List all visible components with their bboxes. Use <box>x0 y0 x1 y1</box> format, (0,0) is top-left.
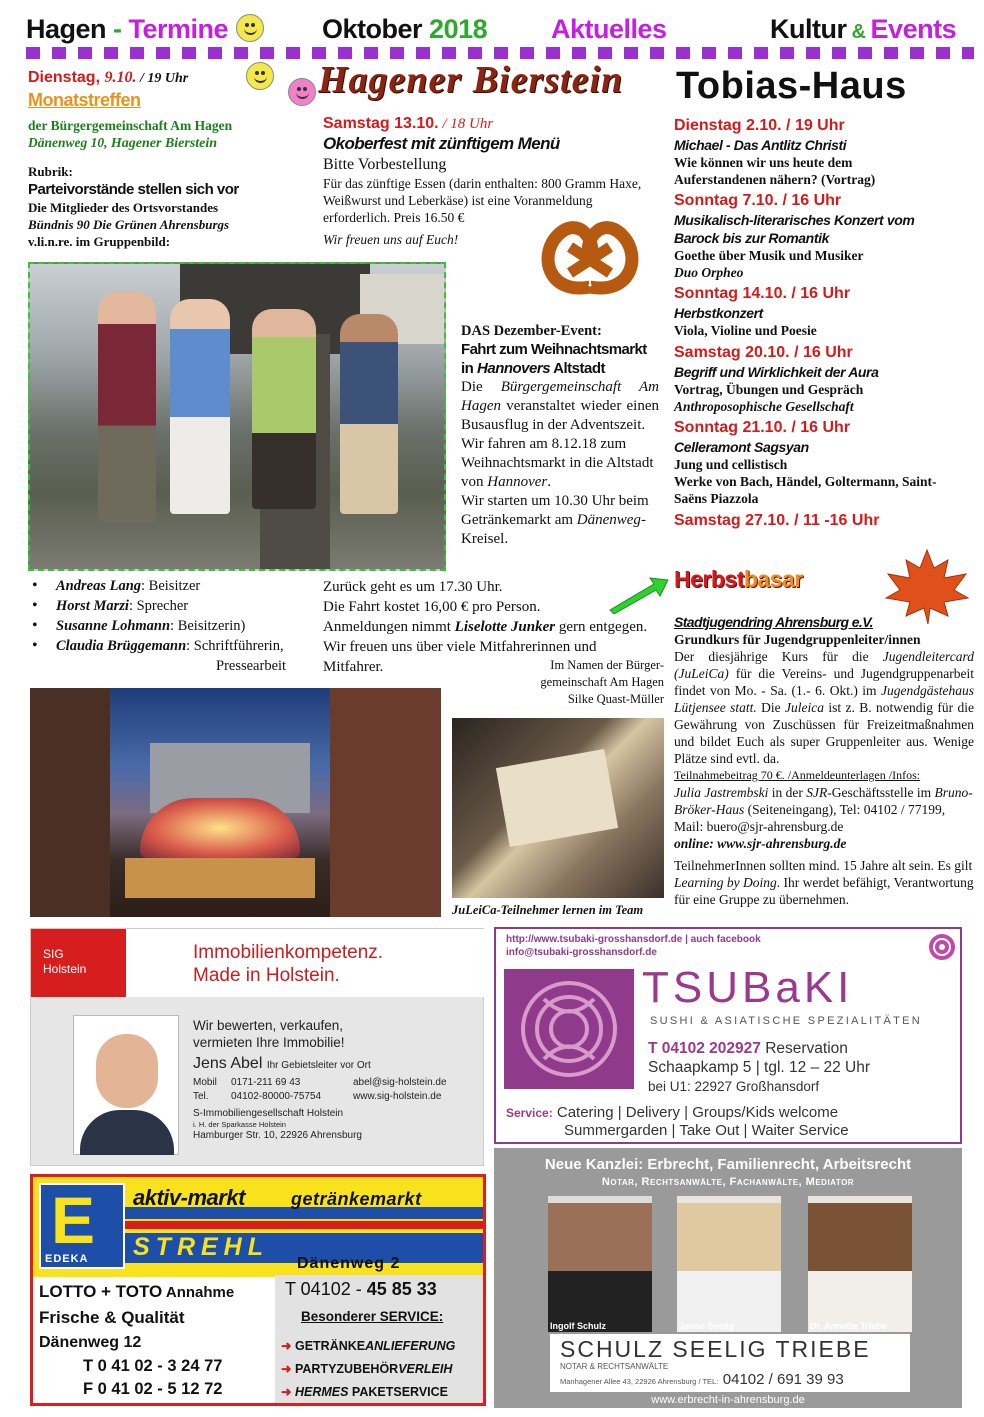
tobias-haus-logo: Tobias-Haus <box>676 65 907 107</box>
header-aktuelles: Aktuelles <box>551 14 667 44</box>
header-month: Oktober 2018 <box>322 14 488 44</box>
group-photo <box>28 262 446 571</box>
event-item: Sonntag 14.10. / 16 Uhr Herbstkonzert Viola, Violine und Poesie <box>674 285 851 338</box>
avatar <box>73 1015 179 1155</box>
event-item: Dienstag 2.10. / 19 Uhr Michael - Das Antlitz Christi Wie können wir uns heute dem Auferstandenen nähern? (Vortrag) <box>674 117 876 187</box>
event-oktoberfest: Samstag 13.10. / 18 Uhr Okoberfest mit zünftigem Menü Bitte Vorbestellung Für das zünftige Essen (darin enthalten: 800 Gramm Haxe, Weißwurst und Leberkäse) ist eine Voranmeldung erforderlich. Preis 16.50 € Wir freuen uns auf Euch! <box>323 115 642 247</box>
avatar <box>677 1196 781 1332</box>
header-left: Hagen - Termine <box>26 14 229 44</box>
smiley-icon <box>236 14 264 42</box>
arrow-icon <box>608 576 670 614</box>
list-item: • Claudia Brüggemann: Schriftführerin, <box>32 636 327 656</box>
dezember-continued: Zurück geht es um 17.30 Uhr. Die Fahrt kostet 16,00 € pro Person. Anmeldungen nimmt Liselotte Junker gern entgegen. Wir freuen uns über viele Mitfahrerinnen und Mitfahrer. <box>323 579 648 675</box>
event-title: Monatstreffen <box>28 90 141 110</box>
event-item: Sonntag 7.10. / 16 Uhr Musikalisch-literarisches Konzert vom Barock bis zur Romantik Goethe über Musik und Musiker Duo Orpheo <box>674 192 915 280</box>
sjr-block: Stadtjugendring Ahrensburg e.V. Grundkurs für Jugendgruppenleiter/innen Der diesjährige Kurs für die Jugendleitercard (JuLeiCa) für die Vereins- und Jugendgruppenarbeit findet von Mo. - Sa. (1.- 6. Okt.) im Jugendgästehaus Lütjensee statt. Die Juleica ist z. B. notwendig für die Gewährung von Zuschüssen für Freizeitmaßnahmen und bildet Euch als super Gruppenleiter aus. Wenige Plätze sind evtl. da. Teilnahmebeitrag 70 €. /Anmeldeunterlagen /Infos: Julia Jastrembski in der SJR-Geschäftsstelle im Bruno-Bröker-Haus (Seiteneingang), Tel: 04102 / 77199, Mail: buero@sjr-ahrensburg.de online: www.sjr-ahrensburg.de TeilnehmerInnen sollten mind. 15 Jahre alt sein. Es gilt Learning by Doing. Ihr werdet befähigt, Verantwortung für eine Gruppe zu übernehmen. <box>674 614 975 907</box>
tobias-events <box>674 116 974 531</box>
kanzlei-ad: Neue Kanzlei: Erbrecht, Familienrecht, Arbeitsrecht Notar, Rechtsanwälte, Fachanwälte, Mediator Ingolf Schulz Janne Seelig Dr. Annette Triebe SCHULZ SEELIG TRIEBE NOTAR & RECHTSANWÄLTE Manhagener Allee 43, 22926 Ahrensburg / TEL: 04102 / 691 39 93 www.erbrecht-in-ahrensburg.de <box>494 1148 962 1408</box>
signature: Im Namen der Bürger- gemeinschaft Am Hagen Silke Quast-Müller <box>540 658 664 706</box>
edeka-logo: E EDEKA <box>39 1183 125 1269</box>
sig-ad: SIG Holstein Immobilienkompetenz. Made in Holstein. Wir bewerten, verkaufen, vermieten Ihre Immobilie! Jens Abel Ihr Gebietsleiter vor Ort Mobil 0171-211 69 43 abel@sig-holstein.de Tel. 04102-80000-75754 www.sig-holstein.de S-Immobiliengesellschaft Holstein i. H. der Sparkasse Holstein Hamburger Str. 10, 22926 Ahrensburg <box>30 928 484 1166</box>
sig-logo: SIG Holstein <box>31 929 126 997</box>
smiley-icon <box>288 78 316 106</box>
herbstbasar-title: Herbstbasar <box>674 566 803 592</box>
event-item: Sonntag 21.10. / 16 Uhr Celleramont Sagsyan Jung und cellistisch Werke von Bach, Händel, Goltermann, Saint- Saëns Piazzola <box>674 419 937 506</box>
rose-logo-icon <box>504 969 634 1089</box>
avatar <box>548 1196 652 1332</box>
edeka-ad: E EDEKA aktiv-markt getränkemarkt STREHL Dänenweg 2 LOTTO + TOTO Annahme Frische & Qualität Dänenweg 12 T 0 41 02 - 3 24 77 F 0 41 02 - 5 12 72 T 04102 - 45 85 33 Besonderer SERVICE: ➜ GETRÄNKEANLIEFERUNG ➜ PARTYZUBEHÖRVERLEIH ➜ HERMES PAKETSERVICE <box>30 1174 486 1406</box>
event-item: Samstag 27.10. / 11 -16 Uhr <box>674 512 880 529</box>
rose-icon <box>928 933 956 961</box>
event-item: Samstag 20.10. / 16 Uhr Begriff und Wirklichkeit der Aura Vortrag, Übungen und Gespräch Anthroposophische Gesellschaft <box>674 344 879 414</box>
list-item: • Horst Marzi: Sprecher <box>32 596 327 616</box>
juleica-caption: JuLeiCa-Teilnehmer lernen im Team <box>452 903 644 917</box>
pretzel-icon <box>538 215 643 300</box>
list-item: • Susanne Lohmann: Beisitzerin) <box>32 616 327 636</box>
tsubaki-ad: http://www.tsubaki-grosshansdorf.de | auch facebook info@tsubaki-grosshansdorf.de TSUBaKI SUSHI & ASIATISCHE SPEZIALITÄTEN T 04102 202927 Reservation Schaapkamp 5 | tgl. 12 – 22 Uhr bei U1: 22927 Großhansdorf Service: Catering | Delivery | Groups/Kids welcome Summergarden | Take Out | Waiter Service <box>494 927 962 1144</box>
event-location: der Bürgergemeinschaft Am Hagen Dänenweg 10, Hagener Bierstein <box>28 118 233 151</box>
header-right: Kultur & Events <box>770 14 957 44</box>
people-list <box>32 576 327 656</box>
people-extra: Pressearbeit <box>216 658 287 674</box>
event-monatstreffen: Dienstag, 9.10. / 19 Uhr Monatstreffen <box>28 68 258 111</box>
avatar <box>808 1196 912 1332</box>
list-item: • Andreas Lang: Beisitzer <box>32 576 327 596</box>
christmas-market-photo <box>30 688 441 917</box>
juleica-photo <box>452 718 664 898</box>
rubrik-block: Rubrik: Parteivorstände stellen sich vor Die Mitglieder des Ortsvorstandes Bündnis 90 Die Grünen Ahrensburgs v.li.n.re. im Gruppenbild: <box>28 164 239 249</box>
bierstein-logo: Hagener Bierstein <box>318 59 624 101</box>
event-dezember: DAS Dezember-Event: Fahrt zum Weihnachtsmarkt in Hannovers Altstadt Die Bürgergemeinschaft Am Hagen veranstaltet wieder einen Busausflug in der Adventszeit. Wir fahren am 8.12.18 zum Weihnachtsmarkt in die Altstadt von Hannover. Wir starten um 10.30 Uhr beim Getränkemarkt am Dänenweg-Kreisel. <box>461 323 659 547</box>
